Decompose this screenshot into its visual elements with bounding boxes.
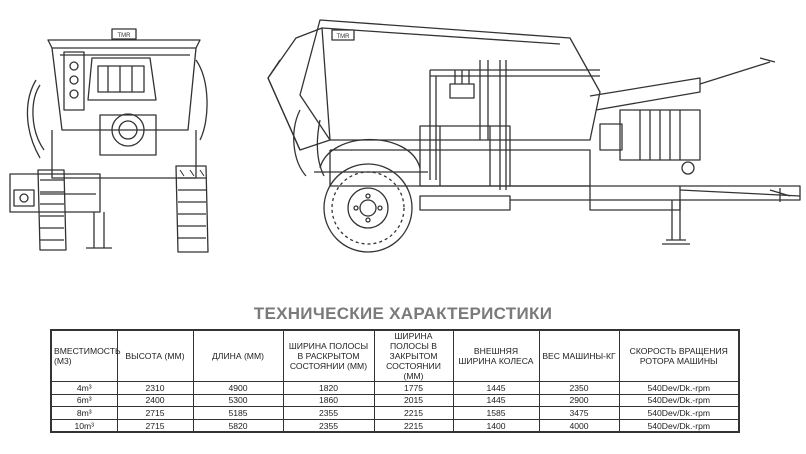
table-row — [51, 419, 739, 432]
table-row — [51, 407, 739, 420]
cell-weight: 3475 — [539, 407, 619, 420]
cell-strip-open: 1860 — [283, 394, 374, 407]
cell-length: 4900 — [193, 382, 283, 395]
cell-rotor-speed: 540Dev/Dk.-rpm — [619, 407, 739, 420]
cell-wheel-width: 1445 — [453, 382, 539, 395]
cell-height: 2310 — [117, 382, 193, 395]
cell-weight: 2350 — [539, 382, 619, 395]
logo-side: TMR — [336, 34, 350, 40]
header-weight: ВЕС МАШИНЫ-КГ — [539, 330, 619, 382]
header-capacity: ВМЕСТИМОСТЬ (М3) — [51, 330, 117, 382]
side-view — [268, 20, 800, 252]
front-view — [10, 29, 208, 252]
cell-strip-closed: 1775 — [374, 382, 453, 395]
header-wheel-width: ВНЕШНЯЯ ШИРИНА КОЛЕСА — [453, 330, 539, 382]
cell-length: 5300 — [193, 394, 283, 407]
cell-wheel-width: 1585 — [453, 407, 539, 420]
header-strip-width-open: ШИРИНА ПОЛОСЫ В РАСКРЫТОМ СОСТОЯНИИ (ММ) — [283, 330, 374, 382]
header-length: ДЛИНА (ММ) — [193, 330, 283, 382]
header-height: ВЫСОТА (ММ) — [117, 330, 193, 382]
cell-capacity: 8m³ — [51, 407, 117, 420]
cell-wheel-width: 1445 — [453, 394, 539, 407]
cell-weight: 2900 — [539, 394, 619, 407]
header-rotor-speed: СКОРОСТЬ ВРАЩЕНИЯ РОТОРА МАШИНЫ — [619, 330, 739, 382]
cell-height: 2715 — [117, 407, 193, 420]
cell-weight: 4000 — [539, 419, 619, 432]
logo-front: TMR — [117, 33, 131, 39]
section-heading: ТЕХНИЧЕСКИЕ ХАРАКТЕРИСТИКИ — [253, 304, 553, 323]
cell-capacity: 4m³ — [51, 382, 117, 395]
cell-height: 2715 — [117, 419, 193, 432]
cell-capacity: 10m³ — [51, 419, 117, 432]
cell-rotor-speed: 540Dev/Dk.-rpm — [619, 382, 739, 395]
cell-strip-open: 2355 — [283, 407, 374, 420]
cell-length: 5185 — [193, 407, 283, 420]
header-strip-width-closed: ШИРИНА ПОЛОСЫ В ЗАКРЫТОМ СОСТОЯНИИ (ММ) — [374, 330, 453, 382]
table-row — [51, 382, 739, 395]
table-header-row — [51, 330, 739, 382]
cell-strip-open: 2355 — [283, 419, 374, 432]
cell-strip-closed: 2015 — [374, 394, 453, 407]
cell-rotor-speed: 540Dev/Dk.-rpm — [619, 419, 739, 432]
cell-rotor-speed: 540Dev/Dk.-rpm — [619, 394, 739, 407]
cell-capacity: 6m³ — [51, 394, 117, 407]
specifications-table — [50, 329, 740, 433]
cell-length: 5820 — [193, 419, 283, 432]
table-row — [51, 394, 739, 407]
cell-wheel-width: 1400 — [453, 419, 539, 432]
cell-strip-open: 1820 — [283, 382, 374, 395]
cell-strip-closed: 2215 — [374, 419, 453, 432]
cell-strip-closed: 2215 — [374, 407, 453, 420]
cell-height: 2400 — [117, 394, 193, 407]
